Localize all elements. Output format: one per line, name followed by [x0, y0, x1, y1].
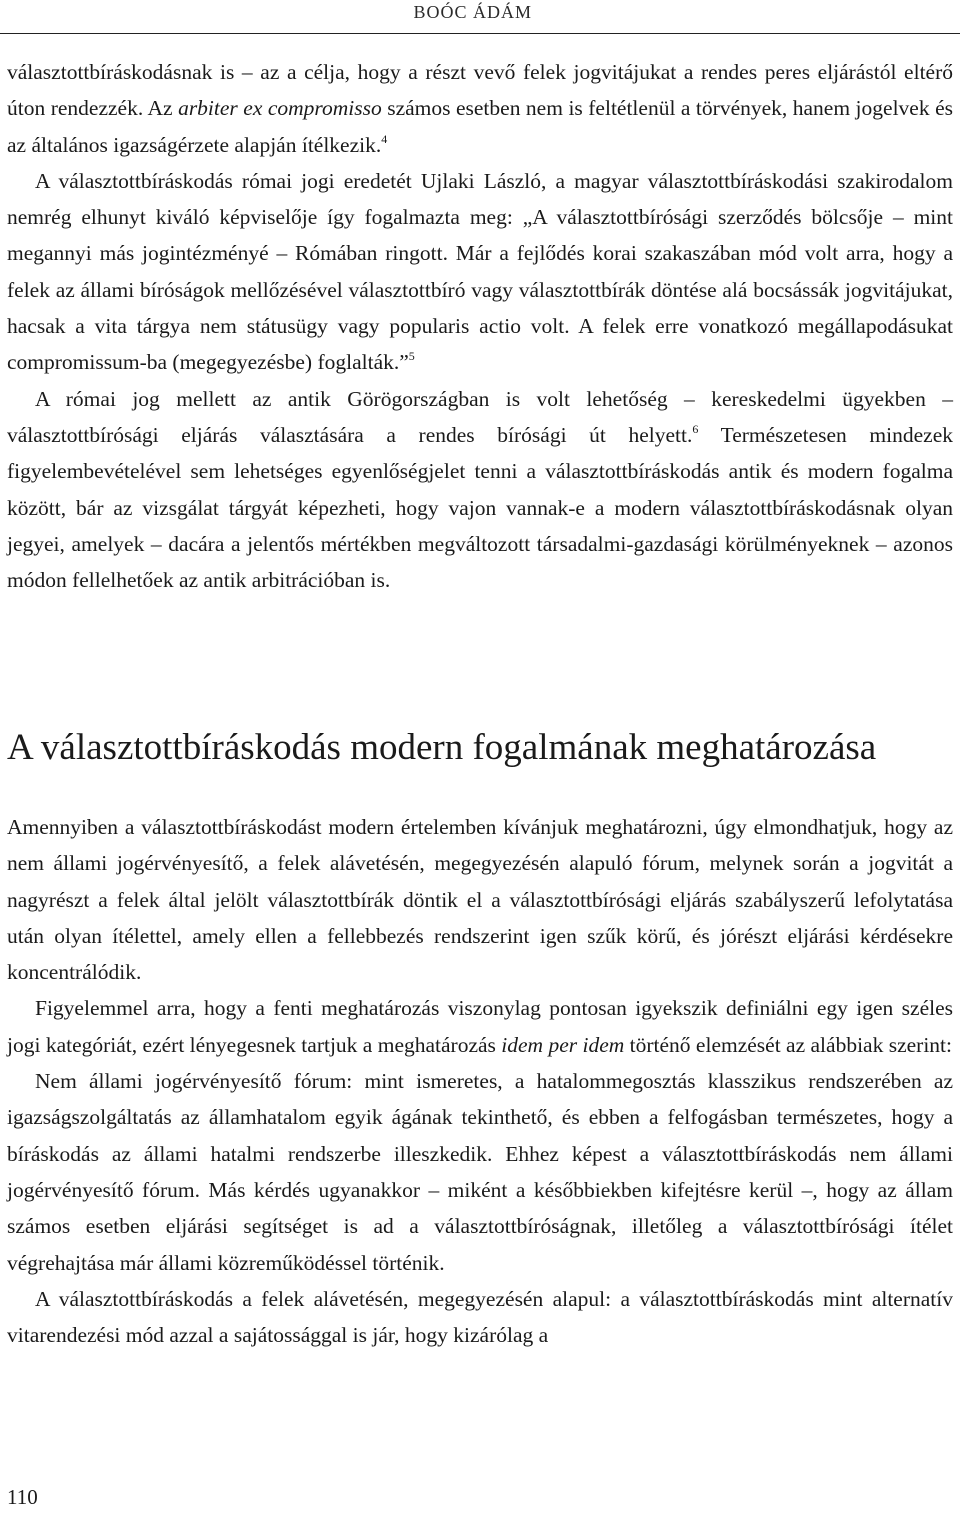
running-header: BOÓC ÁDÁM [413, 2, 532, 22]
paragraph-1-italic-term: arbiter ex compromisso [178, 96, 382, 121]
footnote-ref-5[interactable]: 5 [408, 349, 415, 364]
paragraph-2 [7, 163, 953, 381]
paragraph-1-text-b: számos esetben nem is feltétlenül a törvények, hanem jogelvek és az általános igazságérzete alapján ítélkezik. [7, 96, 953, 157]
paragraph-3-text-a: A római jog mellett az antik Görögországban is volt lehetőség – kereskedelmi ügyekben – választottbírósági eljárás választására a rendes bírósági út helyett. [7, 386, 953, 447]
paragraph-2-text: A választottbíráskodás római jogi eredetét Ujlaki László, a magyar választottbíráskodási szakirodalom nemrég elhunyt kiváló képviselője így fogalmazta meg: „A választottbírósági szerződés bölcsője – mint megannyi más jogintézményé – Rómában ringott. Már a fejlődés korai szakaszában mód volt arra, hogy a felek az állami bíróságok mellőzésével választottbíró vagy választottbírák döntése alá bocsássák jogvitájukat, hacsak a vita tárgya nem státusügy vagy popularis actio volt. A felek erre vonatkozó megállapodásukat compromissum-ba (megegyezésbe) foglalták.” [7, 168, 953, 375]
intro-text-block [7, 54, 953, 598]
paragraph-1-text-a: választottbíráskodásnak is – az a célja, hogy a részt vevő felek jogvitájukat a rendes peres eljárástól eltérő úton rendezzék. Az [7, 60, 953, 121]
paragraph-1 [7, 54, 953, 163]
section-text-block [7, 809, 953, 1353]
section-paragraph-3: Nem állami jogérvényesítő fórum: mint ismeretes, a hatalommegosztás klasszikus rendszerében az igazságszolgáltatás az államhatalom egyik ágának tekinthető, és ebben a felfogásban természetes, hogy a bíráskodás az állami hatalmi rendszerbe illeszkedik. Ehhez képest a választottbíráskodás nem állami jogérvényesítő fórum. Más kérdés ugyanakkor – miként a későbbiekben kifejtésre kerül –, hogy az állam számos esetben eljárási segítséget is ad a választottbíróságnak, illetőleg a választottbírósági ítélet végrehajtása már állami közreműködéssel történik. [7, 1069, 953, 1275]
footnote-ref-6[interactable]: 6 [692, 421, 699, 436]
section-paragraph-1: Amennyiben a választottbíráskodást modern értelemben kívánjuk meghatározni, úgy elmondhatjuk, hogy az nem állami jogérvényesítő, a felek alávetésén, megegyezésén alapuló fórum, melynek során a jogvitát a nagyrészt a felek által jelölt választottbírák döntik el a választottbírósági eljárás szabályszerű lefolytatása után olyan ítélettel, amely ellen a fellebbezés rendszerint igen szűk körű, és jórészt eljárási kérdésekre koncentrálódik. [7, 815, 953, 985]
section-paragraph-4: A választottbíráskodás a felek alávetésén, megegyezésén alapul: a választottbíráskodás mint alternatív vitarendezési mód azzal a sajátossággal is jár, hogy kizárólag a [7, 1286, 953, 1348]
section-paragraph-2-text-b: történő elemzését az alábbiak szerint: [624, 1032, 952, 1057]
paragraph-3 [7, 381, 953, 599]
section-paragraph-2 [7, 990, 953, 1063]
section-paragraph-2-text-a: Figyelemmel arra, hogy a fenti meghatározás viszonylag pontosan igyekszik definiálni egy igen széles jogi kategóriát, ezért lényegesnek tartjuk a meghatározás [7, 996, 953, 1057]
section-heading: A választottbíráskodás modern fogalmának meghatározása [7, 727, 877, 768]
paragraph-3-text-b: Természetesen mindezek figyelembevételével sem lehetséges egyenlőségjelet tenni a választottbíráskodás antik és modern fogalma között, bár az vizsgálat tárgyát képezheti, hogy vajon vannak-e a modern választottbíráskodásnak olyan jegyei, amelyek – dacára a jelentős mértékben megváltozott társadalmi-gazdasági körülményeknek – azonos módon fellelhetőek az antik arbitrációban is. [7, 422, 953, 593]
page-number: 110 [7, 1485, 38, 1509]
footnote-ref-4[interactable]: 4 [381, 131, 388, 146]
section-paragraph-2-italic-term: idem per idem [501, 1032, 625, 1057]
header-rule [0, 33, 960, 34]
